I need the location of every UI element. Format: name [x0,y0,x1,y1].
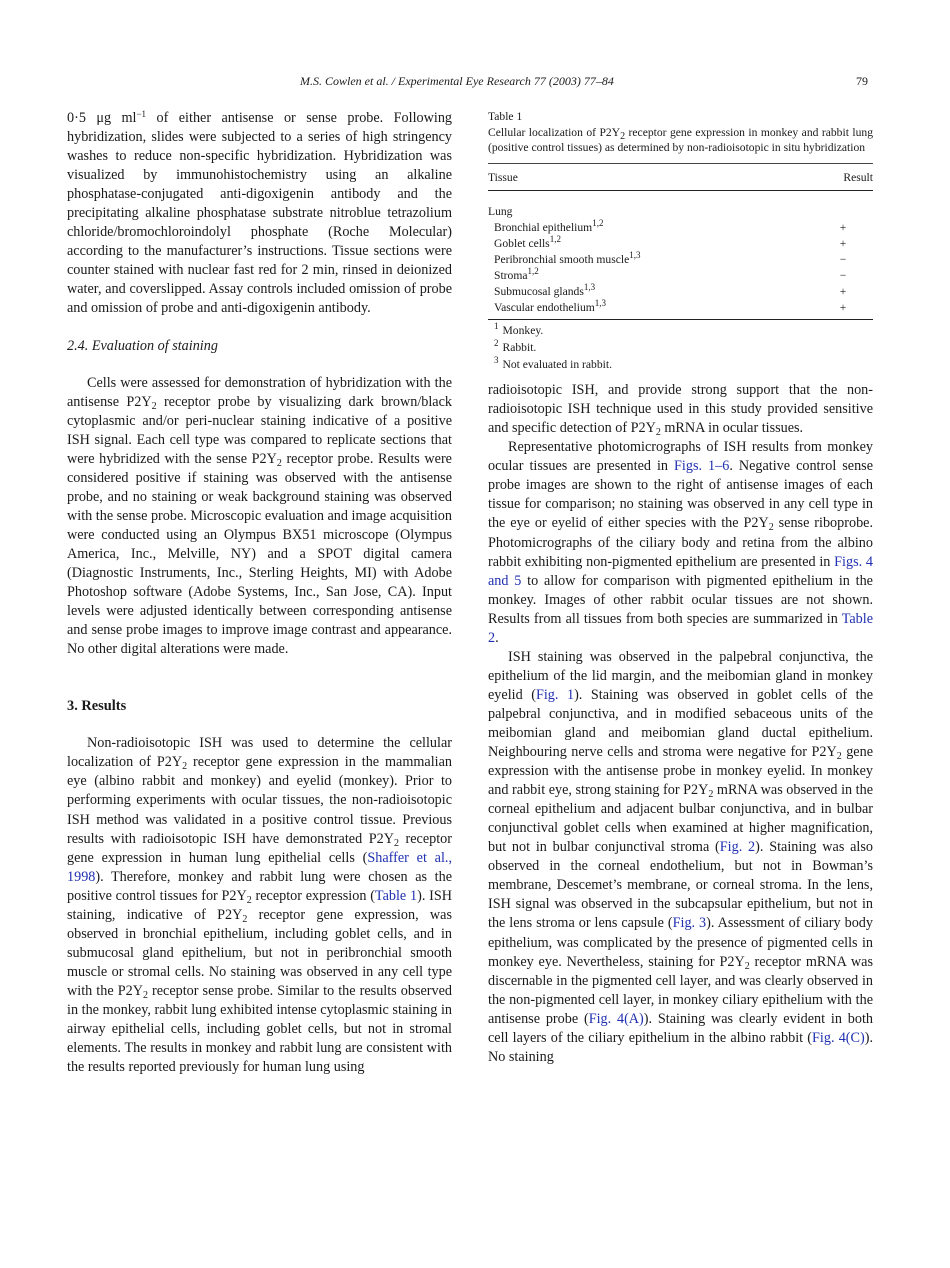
section-heading-2-4: 2.4. Evaluation of staining [67,337,218,354]
column-header-result: Result [813,163,873,191]
reference-link[interactable]: Figs. 4 and 5 [488,553,873,589]
paragraph-methods-end: 0·5 μg $ml^{-1}$ of either antisense or sense probe. Following hybridization, slides were subjected to a series of high stringency washes to reduce non-specific hybridization. Hybridization was visualized by immunohistochemistry using an alkaline phosphatase-conjugated anti-digoxigenin antibody and the precipitating alkaline phosphatase substrate nitroblue tetrazolium chloride/bromochloroindolyl phosphate (Roche Molecular) according to the manufacturer’s instructions. Tissue sections were counter stained with nuclear fast red for 2 min, rinsed in deionized water, and coverslipped. Assay controls included omission of probe and omission of probe and anti-digoxigenin antibody. [67,109,453,317]
table-row [488,251,873,267]
table-row [488,219,873,235]
table-footnote: $^1$ Monkey. [494,321,544,338]
subscript: 2 [242,913,248,925]
reference-link[interactable]: Table 1 [374,887,418,904]
paragraph-results-intro: Non-radioisotopic ISH was used to determine the cellular localization of $P2Y_2$ receptor gene expression in the mammalian eye (albino rabbit and monkey) and eyelid (monkey). Prior to performing experiments with ocular tissues, the non-radioisotopic ISH method was validated in a positive control tissue. Previous results with radioisotopic ISH have demonstrated $P2Y_2$ receptor gene expression in human lung epithelial cells (Shaffer et al., 1998). Therefore, monkey and rabbit lung were chosen as the positive control tissues for $P2Y_2$ receptor expression (Table 1). ISH staining, indicative of $P2Y_2$ receptor gene expression, was observed in bronchial epithelium, including goblet cells, and in submucosal gland epithelium, but not in peribronchial smooth muscle or stromal cells. No staining was observed in any cell type with the $P2Y_2$ receptor sense probe. Similar to the results observed in the monkey, rabbit lung exhibited intense cytoplasmic staining in airway epithelial cells, including goblet cells, but not in stromal elements. The results in monkey and rabbit lung are consistent with the results reported previously for human lung using [67,735,452,1076]
journal-citation: M.S. Cowlen et al. / Experimental Eye Research 77 (2003) 77–84 [300,74,614,88]
reference-link[interactable]: Fig. 1 [535,686,575,703]
result-cell: + [839,236,847,250]
tissue-cell: Bronchial epithelium$^{1,2}$ [494,217,604,234]
table-grid [488,163,873,321]
table-body [488,191,873,320]
subscript: 2 [276,457,282,469]
subscript: 2 [142,989,148,1001]
result-cell: − [839,252,847,266]
subscript: 2 [151,400,157,412]
paragraph-photomicrographs: Representative photomicrographs of ISH results from monkey ocular tissues are presented in Figs. 1–6. Negative control sense probe images are shown to the right of antisense images of each tissue for comparison; no staining was observed in any cell type in the eye or eyelid of either species with the $P2Y_2$ sense riboprobe. Photomicrographs of the ciliary body and retina from the albino rabbit exhibiting non-pigmented epithelium are presented in Figs. 4 and 5 to allow for comparison with pigmented epithelium in the monkey. Images of other rabbit ocular tissues are not shown. Results from all tissues from both species are summarized in Table 2. [488,439,874,646]
reference-link[interactable]: Shaffer et al., 1998 [67,849,452,885]
reference-link[interactable]: Fig. 4(C) [812,1029,865,1046]
tissue-cell: Goblet cells$^{1,2}$ [494,233,561,250]
reference-link[interactable]: Fig. 2 [719,839,756,856]
reference-link[interactable]: Fig. 3 [672,915,707,932]
reference-link[interactable]: Table 2 [488,610,873,646]
table-footnotes [488,321,873,371]
table-caption: Cellular localization of $P2Y_2$ receptor gene expression in monkey and rabbit lung (positive control tissues) as determined by non-radioisotopic in situ hybridization [488,125,873,155]
tissue-cell: Stroma$^{1,2}$ [494,265,539,282]
subscript: 2 [246,894,252,906]
right-column [488,109,873,1067]
left-column [67,109,452,1077]
table-row [488,283,873,299]
table-row [488,267,873,283]
subscript: 2 [393,837,399,849]
tissue-cell: Peribronchial smooth muscle$^{1,3}$ [494,249,641,266]
paragraph-evaluation: Cells were assessed for demonstration of hybridization with the antisense $P2Y_2$ receptor probe by visualizing dark brown/black cytoplasmic and/or peri-nuclear staining indicative of a positive ISH signal. Each cell type was compared to replicate sections that were hybridized with the sense $P2Y_2$ receptor probe. Results were considered positive if staining was observed with the antisense probe, and no staining or weak background staining was observed with the sense probe. Microscopic evaluation and image acquisition were conducted using an Olympus BX51 microscope (Olympus America, Inc., Melville, NY) and a SPOT digital camera (Diagnostic Instruments, Inc., Sterling Heights, MI) with Adobe Photoshop software (Adobe Systems, Inc., San Jose, CA). Input levels were adjusted identically between corresponding antisense and sense probe images to improve image contrast and appearance. No other digital alterations were made. [67,374,452,658]
table-row [488,299,873,320]
subscript: 2 [182,761,188,773]
table-row [488,235,873,251]
reference-link[interactable]: Figs. 1–6 [674,458,730,475]
table-header-row [488,163,873,191]
table-footnote: $^3$ Not evaluated in rabbit. [494,354,612,371]
paragraph-cont: radioisotopic ISH, and provide strong support that the non-radioisotopic ISH technique used in this study provided sensitive and specific detection of $P2Y_2$ mRNA in ocular tissues. [488,382,873,439]
result-cell: + [839,284,847,298]
table-group-row [488,191,873,220]
subscript: 2 [836,751,842,763]
table-label: Table 1 [488,110,523,123]
running-head [0,74,950,92]
section-heading-results: 3. Results [67,698,127,715]
table-footnote: $^2$ Rabbit. [494,337,537,354]
tissue-cell: Vascular endothelium$^{1,3}$ [488,299,813,320]
superscript: −1 [136,109,147,119]
result-cell: − [839,268,847,282]
table-1 [488,109,873,371]
subscript: 2 [768,522,774,534]
paragraph-ish-staining: ISH staining was observed in the palpebral conjunctiva, the epithelium of the lid margin, and the meibomian gland in monkey eyelid (Fig. 1). Staining was observed in goblet cells of the palpebral conjunctiva, and in modified sebaceous units of the meibomian gland and meibomian gland ductal epithelium. Neighbouring nerve cells and stroma were negative for $P2Y_2$ gene expression with the antisense probe in monkey eyelid. In monkey and rabbit eye, strong staining for $P2Y_2$ mRNA was observed in the corneal epithelium and adjacent bulbar conjunctiva, and in bulbar conjunctival goblet cells when examined at higher magnification, but not in bulbar conjunctival stroma (Fig. 2). Staining was also observed in the corneal endothelium, but not in Bowman’s membrane, Descemet’s membrane, or corneal stroma. In the lens, ISH signal was observed in the subcapsular epithelium, but not in the lens stroma or lens capsule (Fig. 3). Assessment of ciliary body epithelium, was complicated by the presence of pigmented cells in monkey eye. Nevertheless, staining for $P2Y_2$ receptor mRNA was discernable in the pigmented cell layer, and was clearly observed in the non-pigmented cell layer, in monkey ciliary epithelium with the antisense probe (Fig. 4(A)). Staining was clearly evident in both cell layers of the ciliary epithelium in the albino rabbit (Fig. 4(C)). No staining [488,648,873,1065]
subscript: 2 [620,130,626,142]
result-cell: + [813,299,873,320]
subscript: 2 [744,960,750,972]
page-number: 79 [856,74,868,88]
subscript: 2 [708,789,714,801]
tissue-cell: Submucosal glands$^{1,3}$ [494,281,596,298]
reference-link[interactable]: Fig. 4(A) [588,1010,644,1027]
column-header-tissue: Tissue [488,163,813,191]
result-cell: + [839,220,847,234]
group-label: Lung [488,204,513,218]
subscript: 2 [655,427,661,439]
